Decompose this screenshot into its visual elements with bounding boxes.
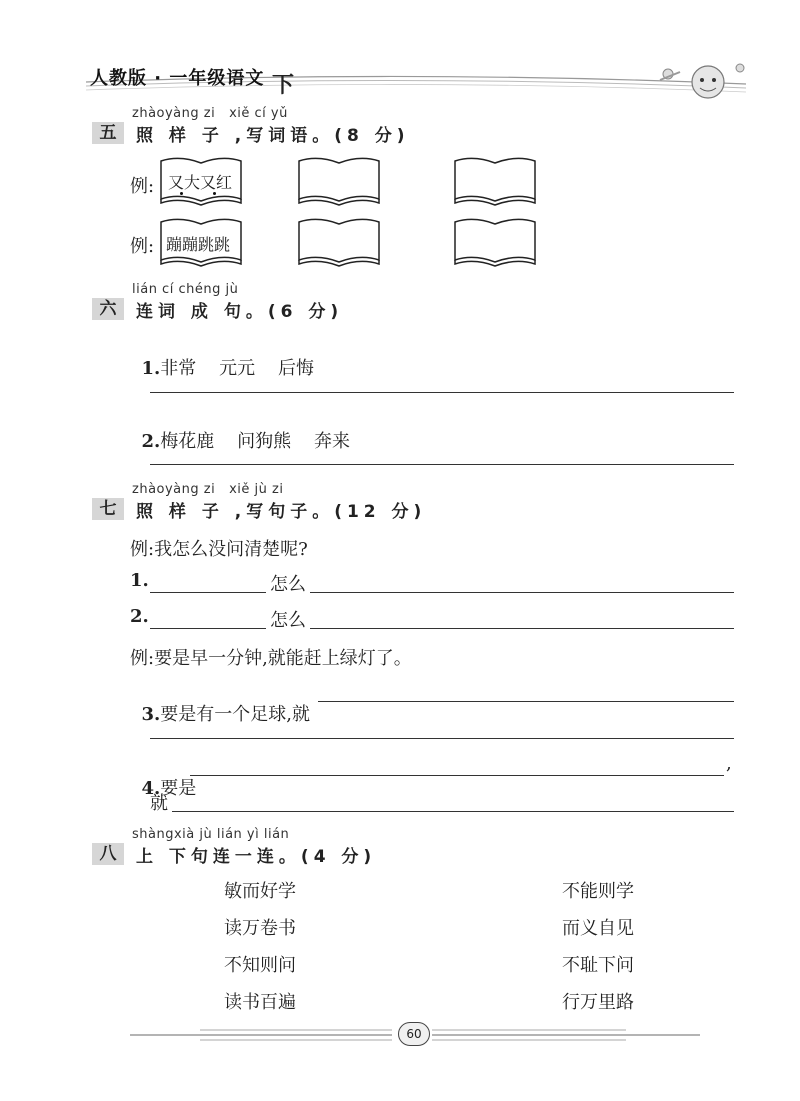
cartoon-decoration-icon bbox=[640, 52, 750, 102]
right-phrase[interactable]: 而义自见 bbox=[562, 918, 634, 939]
page-number: 60 bbox=[398, 1022, 430, 1046]
item-prompt: 要是有一个足球,就 bbox=[160, 704, 310, 725]
section7-example-1: 例:我怎么没问清楚呢? bbox=[130, 539, 308, 560]
example-word-1: 又大又红 bbox=[168, 173, 233, 192]
item-prompt: 要是 bbox=[160, 778, 197, 799]
left-phrase[interactable]: 读书百遍 bbox=[224, 992, 296, 1013]
comma: , bbox=[726, 753, 732, 774]
answer-line[interactable] bbox=[150, 738, 734, 739]
header-volume: 下 bbox=[272, 73, 295, 98]
answer-line[interactable] bbox=[172, 811, 734, 812]
book-blank-2-2[interactable] bbox=[296, 216, 382, 268]
item-number: 2. bbox=[141, 431, 161, 452]
item-number: 2. bbox=[130, 606, 149, 627]
keyword: 怎么 bbox=[270, 610, 306, 631]
right-phrase[interactable]: 不耻下问 bbox=[562, 955, 634, 976]
section6-title: 连词 成 句。(6 分) bbox=[136, 302, 344, 322]
answer-line[interactable] bbox=[150, 392, 734, 393]
section8-pinyin: shàngxià jù lián yì lián bbox=[132, 827, 290, 842]
section8-number: 八 bbox=[92, 843, 124, 865]
item-then: 就 bbox=[150, 793, 168, 814]
section6-item-1 bbox=[130, 333, 314, 380]
section5-number: 五 bbox=[92, 122, 124, 144]
example-label-2: 例: bbox=[130, 236, 155, 257]
emphasis-dot bbox=[213, 192, 216, 195]
section7-number: 七 bbox=[92, 498, 124, 520]
example-word-2: 蹦蹦跳跳 bbox=[166, 235, 231, 254]
answer-line[interactable] bbox=[310, 592, 734, 593]
section7-pinyin: zhàoyàng zi xiě jù zi bbox=[132, 482, 284, 497]
left-phrase[interactable]: 读万卷书 bbox=[224, 918, 296, 939]
right-phrase[interactable]: 不能则学 bbox=[562, 881, 634, 902]
emphasis-dot bbox=[180, 192, 183, 195]
answer-line[interactable] bbox=[190, 775, 724, 776]
header-title: 人教版 · 一年级语文 bbox=[90, 68, 265, 89]
item-number: 1. bbox=[130, 570, 149, 591]
answer-line[interactable] bbox=[150, 592, 266, 593]
answer-line[interactable] bbox=[318, 701, 734, 702]
section7-example-2: 例:要是早一分钟,就能赶上绿灯了。 bbox=[130, 648, 412, 669]
left-phrase[interactable]: 敏而好学 bbox=[224, 881, 296, 902]
answer-line[interactable] bbox=[150, 464, 734, 465]
section6-number: 六 bbox=[92, 298, 124, 320]
item-number: 1. bbox=[141, 358, 161, 379]
answer-line[interactable] bbox=[310, 628, 734, 629]
item-words: 非常 元元 后悔 bbox=[160, 358, 315, 379]
section6-pinyin: lián cí chéng jù bbox=[132, 282, 239, 297]
book-blank-2-3[interactable] bbox=[452, 216, 538, 268]
item-number: 4. bbox=[141, 778, 161, 799]
section5-title: 照 样 子 ,写词语。(8 分) bbox=[136, 126, 410, 146]
section7-item-3 bbox=[130, 679, 310, 726]
item-number: 3. bbox=[141, 704, 161, 725]
answer-line[interactable] bbox=[150, 628, 266, 629]
keyword: 怎么 bbox=[270, 574, 306, 595]
book-blank-1-3[interactable] bbox=[452, 155, 538, 207]
section5-pinyin: zhàoyàng zi xiě cí yǔ bbox=[132, 106, 288, 121]
right-phrase[interactable]: 行万里路 bbox=[562, 992, 634, 1013]
section7-title: 照 样 子 ,写句子。(12 分) bbox=[136, 502, 427, 522]
section8-title: 上 下句连一连。(4 分) bbox=[136, 847, 377, 867]
section6-item-2 bbox=[130, 406, 350, 453]
example-label-1: 例: bbox=[130, 176, 155, 197]
item-words: 梅花鹿 问狗熊 奔来 bbox=[160, 431, 351, 452]
left-phrase[interactable]: 不知则问 bbox=[224, 955, 296, 976]
book-blank-1-2[interactable] bbox=[296, 155, 382, 207]
